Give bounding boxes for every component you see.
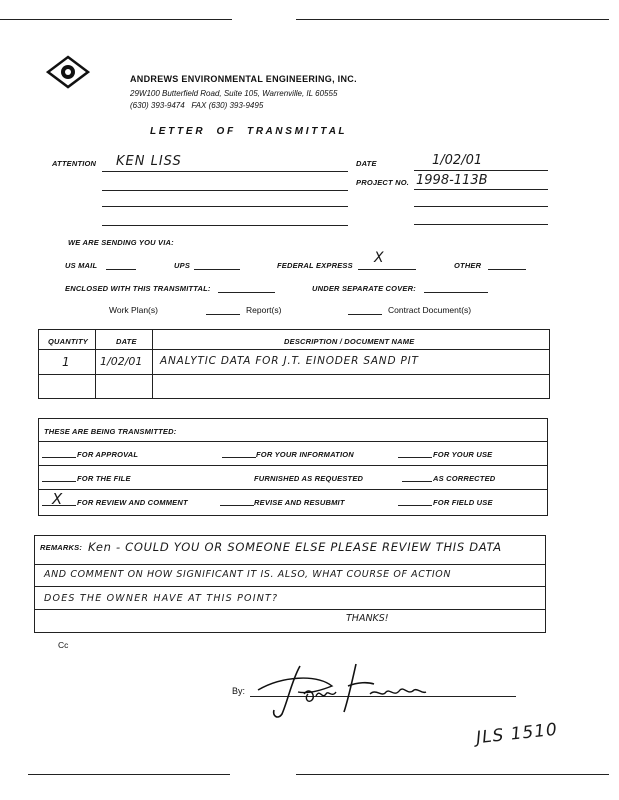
contract-docs-label: Contract Document(s) (388, 305, 472, 315)
row-date: 1/02/01 (100, 355, 143, 368)
review-mark: X (52, 490, 63, 508)
table-divider (39, 374, 549, 375)
company-phone: (630) 393-9474 FAX (630) 393-9495 (130, 101, 264, 110)
enclosed-line (218, 292, 275, 293)
separate-cover-line (424, 292, 488, 293)
blank-line (102, 225, 348, 226)
reports-label: Report(s) (246, 305, 282, 315)
other-line (488, 269, 526, 270)
company-address: 29W100 Butterfield Road, Suite 105, Warrenville, IL 60555 (130, 89, 338, 98)
reports-line (348, 314, 382, 315)
remarks-line-4: THANKS! (346, 613, 389, 624)
for-approval-line (42, 457, 76, 458)
by-label: By: (232, 686, 246, 696)
separate-cover-label: UNDER SEPARATE COVER: (312, 284, 416, 293)
date-label: DATE (356, 159, 377, 168)
transmitted-divider (39, 441, 548, 442)
attention-value: KEN LISS (116, 154, 182, 169)
other-label: OTHER (454, 261, 482, 270)
project-line (414, 189, 548, 190)
date-line (414, 170, 548, 171)
as-corrected-label: AS CORRECTED (433, 474, 496, 483)
date-value: 1/02/01 (432, 153, 483, 168)
for-approval-label: FOR APPROVAL (77, 450, 139, 459)
top-edge-line (296, 19, 609, 20)
field-use-line (398, 505, 432, 506)
federal-express-label: FEDERAL EXPRESS (277, 261, 353, 270)
for-use-line (398, 457, 432, 458)
remarks-line-2: AND COMMENT ON HOW SIGNIFICANT IT IS. ALSO, WHAT COURSE OF ACTION (44, 569, 452, 580)
bottom-edge-line (28, 774, 230, 775)
table-divider (39, 349, 549, 350)
remarks-line-1: Ken - COULD YOU OR SOMEONE ELSE PLEASE REVIEW THIS DATA (88, 540, 502, 554)
row-description: ANALYTIC DATA FOR J.T. EINODER SAND PIT (160, 355, 419, 367)
us-mail-label: US MAIL (65, 261, 98, 270)
document-title: L E T T E R O F T R A N S M I T T A L (150, 126, 345, 137)
remarks-label: REMARKS: (40, 543, 83, 552)
us-mail-line (106, 269, 136, 270)
for-information-line (222, 457, 256, 458)
review-label: FOR REVIEW AND COMMENT (77, 498, 188, 507)
quantity-header: QUANTITY (48, 337, 88, 346)
for-information-label: FOR YOUR INFORMATION (256, 450, 354, 459)
date-header: DATE (116, 337, 137, 346)
revise-label: REVISE AND RESUBMIT (254, 498, 345, 507)
cc-label: Cc (58, 640, 69, 650)
company-logo-icon (46, 55, 90, 91)
table-divider (95, 330, 96, 398)
furnished-label: FURNISHED AS REQUESTED (254, 474, 364, 483)
attention-line (102, 171, 348, 172)
ups-label: UPS (174, 261, 191, 270)
ups-line (194, 269, 240, 270)
project-value: 1998-113B (416, 173, 488, 188)
signature-drawing (252, 660, 432, 722)
top-edge-line (0, 19, 232, 20)
for-file-label: FOR THE FILE (77, 474, 131, 483)
remarks-line-3: DOES THE OWNER HAVE AT THIS POINT? (44, 593, 279, 604)
as-corrected-line (402, 481, 432, 482)
table-divider (152, 330, 153, 398)
remarks-line (35, 609, 545, 610)
description-header: DESCRIPTION / DOCUMENT NAME (284, 337, 415, 346)
enclosed-label: ENCLOSED WITH THIS TRANSMITTAL: (65, 284, 211, 293)
bottom-edge-line (296, 774, 609, 775)
work-plan-line (206, 314, 240, 315)
work-plan-label: Work Plan(s) (109, 305, 158, 315)
federal-express-line (358, 269, 416, 270)
blank-line (414, 224, 548, 225)
blank-line (414, 206, 548, 207)
federal-express-mark: X (374, 250, 384, 266)
blank-line (102, 206, 348, 207)
blank-line (102, 190, 348, 191)
company-name: ANDREWS ENVIRONMENTAL ENGINEERING, INC. (130, 74, 357, 84)
transmitted-divider (39, 465, 548, 466)
revise-line (220, 505, 254, 506)
sending-label: WE ARE SENDING YOU VIA: (68, 238, 174, 247)
remarks-line (35, 586, 545, 587)
row-quantity: 1 (62, 355, 70, 369)
for-file-line (42, 481, 76, 482)
remarks-line (35, 564, 545, 565)
bottom-code: JLS 1510 (475, 719, 559, 749)
attention-label: ATTENTION (52, 159, 97, 168)
transmitted-label: THESE ARE BEING TRANSMITTED: (44, 427, 177, 436)
field-use-label: FOR FIELD USE (433, 498, 493, 507)
for-use-label: FOR YOUR USE (433, 450, 493, 459)
project-label: PROJECT NO. (356, 178, 410, 187)
transmitted-divider (39, 489, 548, 490)
